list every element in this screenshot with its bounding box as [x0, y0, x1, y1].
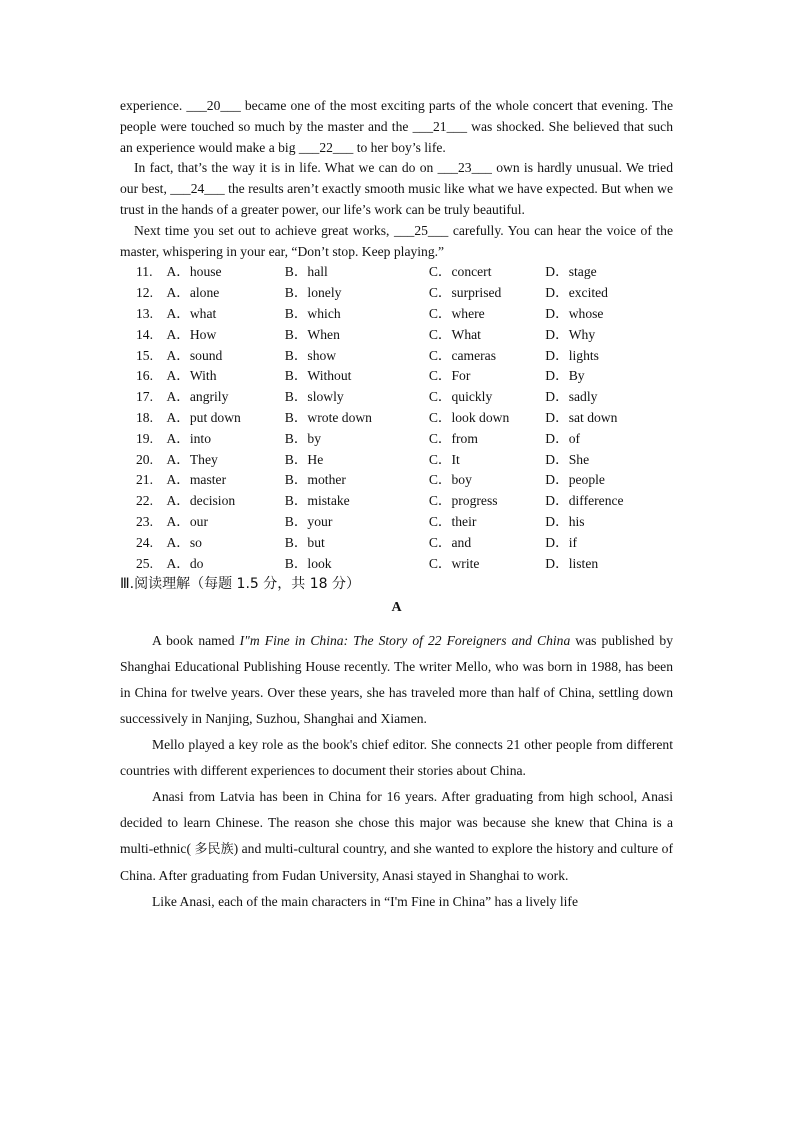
- option-letter: A．: [166, 285, 190, 301]
- option-d: excited: [568, 285, 608, 301]
- option-letter: A．: [166, 264, 190, 280]
- cloze-text: to her boy’s life.: [353, 139, 446, 155]
- cloze-text: was shocked. She believed that such an experience would make a big: [120, 118, 673, 155]
- option-letter: B．: [284, 513, 308, 529]
- option-d: She: [568, 451, 590, 467]
- option-a: angrily: [189, 389, 229, 405]
- question-number: 24.: [136, 534, 153, 550]
- option-a: our: [189, 513, 208, 529]
- option-d: whose: [568, 305, 604, 321]
- cloze-passage: [120, 96, 673, 262]
- option-a: into: [189, 430, 212, 446]
- option-d: people: [568, 472, 605, 488]
- options-table: [136, 262, 673, 574]
- answer-blank: ___24___: [170, 181, 225, 197]
- option-letter: D．: [545, 472, 569, 488]
- option-a: house: [189, 264, 222, 280]
- option-c: surprised: [451, 285, 502, 301]
- option-letter: D．: [545, 493, 569, 509]
- option-letter: B．: [284, 326, 308, 342]
- reading-paragraph-4: Like Anasi, each of the main characters in “I'm Fine in China” has a lively life: [152, 894, 578, 910]
- cloze-text: the results aren’t exactly smooth music like what we have expected. But when we trust in the hands of a greater power, our life’s work can be truly beautiful.: [120, 181, 673, 217]
- option-letter: D．: [545, 264, 569, 280]
- question-number: 19.: [136, 430, 153, 446]
- reading-paragraph-1: [120, 628, 673, 732]
- cloze-text: experience.: [120, 98, 187, 113]
- option-b: but: [307, 534, 325, 550]
- book-title: I"m Fine in China: The Story of 22 Foreigners and China: [239, 633, 571, 649]
- option-letter: C．: [428, 430, 452, 446]
- document-page: [120, 96, 673, 915]
- option-letter: A．: [166, 472, 190, 488]
- option-d: difference: [568, 493, 624, 509]
- option-c: look down: [451, 409, 510, 425]
- reading-p3-pre: Anasi from Latvia has been in China for 16 years. After graduating from high school, Anasi decided to learn Chinese. The reason she chose this major was because she knew that China is a multi-ethnic(: [120, 789, 673, 857]
- option-a: so: [189, 534, 202, 550]
- option-row: [136, 512, 673, 533]
- option-letter: C．: [428, 347, 452, 363]
- question-number: 16.: [136, 368, 153, 384]
- option-d: Why: [568, 326, 596, 342]
- option-letter: C．: [428, 534, 452, 550]
- option-c: progress: [451, 493, 498, 509]
- option-b: lonely: [307, 285, 342, 301]
- option-c: their: [451, 513, 477, 529]
- option-b: slowly: [307, 389, 344, 405]
- cloze-text: own is hardly unusual. We tried our best,: [120, 160, 673, 197]
- option-row: [136, 283, 673, 304]
- option-letter: A．: [166, 347, 190, 363]
- option-b: which: [307, 305, 341, 321]
- question-number: 11.: [136, 264, 153, 280]
- option-letter: B．: [284, 347, 308, 363]
- option-letter: D．: [545, 285, 569, 301]
- reading-paragraph-3: [120, 784, 673, 889]
- option-c: where: [451, 305, 485, 321]
- option-a: With: [189, 368, 217, 384]
- option-a: what: [189, 305, 217, 321]
- option-letter: C．: [428, 368, 452, 384]
- option-letter: B．: [284, 430, 308, 446]
- option-letter: C．: [428, 285, 452, 301]
- option-letter: A．: [166, 513, 190, 529]
- option-letter: B．: [284, 264, 308, 280]
- option-b: your: [307, 513, 333, 529]
- option-b: Without: [307, 368, 352, 384]
- option-letter: D．: [545, 430, 569, 446]
- option-d: lights: [568, 347, 599, 363]
- option-row: [136, 470, 673, 491]
- option-letter: B．: [284, 493, 308, 509]
- question-number: 20.: [136, 451, 153, 467]
- option-row: [136, 346, 673, 367]
- option-letter: B．: [284, 368, 308, 384]
- option-letter: A．: [166, 305, 190, 321]
- option-letter: D．: [545, 534, 569, 550]
- option-letter: B．: [284, 451, 308, 467]
- option-letter: A．: [166, 555, 190, 571]
- option-c: cameras: [451, 347, 497, 363]
- question-number: 14.: [136, 326, 153, 342]
- option-a: put down: [189, 409, 241, 425]
- chinese-gloss: 多民族: [194, 842, 234, 858]
- section-heading: Ⅲ.阅读理解（每题 1.5 分，共 18 分）: [120, 576, 360, 593]
- option-letter: B．: [284, 389, 308, 405]
- reading-p1-post: was published by Shanghai Educational Publishing House recently. The writer Mello, who was born in 1988, has been in China for twelve years. Over these years, she has traveled more than half of China, settling down successively in Nanjing, Suzhou, Shanghai and Xiamen.: [120, 633, 673, 727]
- option-letter: C．: [428, 389, 452, 405]
- option-c: What: [451, 326, 481, 342]
- option-d: his: [568, 513, 585, 529]
- option-letter: B．: [284, 409, 308, 425]
- option-letter: D．: [545, 513, 569, 529]
- option-c: write: [451, 555, 480, 571]
- question-number: 15.: [136, 347, 153, 363]
- option-letter: D．: [545, 347, 569, 363]
- option-letter: D．: [545, 326, 569, 342]
- reading-p1-pre: A book named: [152, 633, 240, 649]
- option-letter: B．: [284, 472, 308, 488]
- option-d: listen: [568, 555, 599, 571]
- option-d: if: [568, 534, 578, 550]
- option-a: alone: [189, 285, 220, 301]
- option-d: sat down: [568, 409, 618, 425]
- option-b: look: [307, 555, 332, 571]
- option-letter: A．: [166, 451, 190, 467]
- option-row: [136, 325, 673, 346]
- option-b: mistake: [307, 493, 350, 509]
- reading-p3-post: ) and multi-cultural country, and she wanted to explore the history and culture of China. After graduating from Fudan University, Anasi stayed in Shanghai to work.: [120, 841, 673, 884]
- option-letter: C．: [428, 555, 452, 571]
- option-b: mother: [307, 472, 346, 488]
- option-letter: D．: [545, 451, 569, 467]
- option-letter: A．: [166, 326, 190, 342]
- option-row: [136, 262, 673, 283]
- option-letter: D．: [545, 368, 569, 384]
- question-number: 17.: [136, 389, 153, 405]
- option-b: When: [307, 326, 340, 342]
- answer-blank: ___20___: [186, 98, 241, 113]
- option-letter: A．: [166, 368, 190, 384]
- option-c: boy: [451, 472, 472, 488]
- passage-title: A: [391, 600, 402, 616]
- question-number: 13.: [136, 305, 153, 321]
- option-row: [136, 387, 673, 408]
- option-row: [136, 554, 673, 575]
- option-b: hall: [307, 264, 328, 280]
- cloze-paragraph: [120, 221, 673, 263]
- answer-blank: ___23___: [437, 160, 492, 176]
- option-letter: C．: [428, 513, 452, 529]
- option-c: For: [451, 368, 471, 384]
- option-row: [136, 450, 673, 471]
- option-c: It: [451, 451, 460, 467]
- option-row: [136, 366, 673, 387]
- option-letter: D．: [545, 389, 569, 405]
- option-d: By: [568, 368, 585, 384]
- option-letter: C．: [428, 451, 452, 467]
- option-letter: D．: [545, 305, 569, 321]
- answer-blank: ___22___: [298, 139, 354, 155]
- cloze-paragraph: [120, 158, 673, 220]
- option-a: They: [189, 451, 218, 467]
- cloze-text: carefully. You can hear the voice of the master, whispering in your ear, “Don’t stop. Keep playing.”: [120, 222, 674, 259]
- option-c: and: [451, 534, 472, 550]
- option-a: How: [189, 326, 217, 342]
- answer-blank: ___25___: [393, 222, 449, 238]
- option-letter: C．: [428, 264, 452, 280]
- cloze-text: became one of the most exciting parts of the whole concert that evening. The people were touched so much by the master and the: [120, 98, 673, 134]
- option-row: [136, 429, 673, 450]
- option-letter: A．: [166, 534, 190, 550]
- option-letter: B．: [284, 285, 308, 301]
- question-number: 25.: [136, 555, 153, 571]
- option-letter: B．: [284, 534, 308, 550]
- option-letter: A．: [166, 430, 190, 446]
- cloze-text: Next time you set out to achieve great works,: [134, 222, 394, 238]
- option-c: from: [451, 430, 478, 446]
- option-a: do: [189, 555, 204, 571]
- option-letter: C．: [428, 305, 452, 321]
- option-letter: C．: [428, 472, 452, 488]
- option-letter: A．: [166, 409, 190, 425]
- option-letter: C．: [428, 493, 452, 509]
- option-letter: A．: [166, 389, 190, 405]
- option-letter: A．: [166, 493, 190, 509]
- option-d: stage: [568, 264, 597, 280]
- option-b: He: [307, 451, 324, 467]
- option-a: sound: [189, 347, 223, 363]
- cloze-paragraph: [120, 96, 673, 158]
- option-letter: C．: [428, 326, 452, 342]
- question-number: 12.: [136, 285, 153, 301]
- option-letter: C．: [428, 409, 452, 425]
- option-row: [136, 304, 673, 325]
- option-c: quickly: [451, 389, 493, 405]
- question-number: 21.: [136, 472, 153, 488]
- reading-paragraph-2: Mello played a key role as the book's chief editor. She connects 21 other people from different countries with different experiences to document their stories about China.: [120, 737, 673, 779]
- option-row: [136, 491, 673, 512]
- question-number: 23.: [136, 513, 153, 529]
- question-number: 22.: [136, 493, 153, 509]
- answer-blank: ___21___: [412, 118, 467, 134]
- option-d: sadly: [568, 389, 598, 405]
- question-number: 18.: [136, 409, 153, 425]
- option-letter: B．: [284, 305, 308, 321]
- option-d: of: [568, 430, 581, 446]
- cloze-text: In fact, that’s the way it is in life. What we can do on: [134, 160, 438, 176]
- option-letter: D．: [545, 409, 569, 425]
- option-c: concert: [451, 264, 492, 280]
- option-b: wrote down: [307, 409, 372, 425]
- option-row: [136, 533, 673, 554]
- option-a: master: [189, 472, 227, 488]
- option-a: decision: [189, 493, 236, 509]
- option-row: [136, 408, 673, 429]
- option-b: show: [307, 347, 337, 363]
- option-letter: B．: [284, 555, 308, 571]
- option-letter: D．: [545, 555, 569, 571]
- option-b: by: [307, 430, 322, 446]
